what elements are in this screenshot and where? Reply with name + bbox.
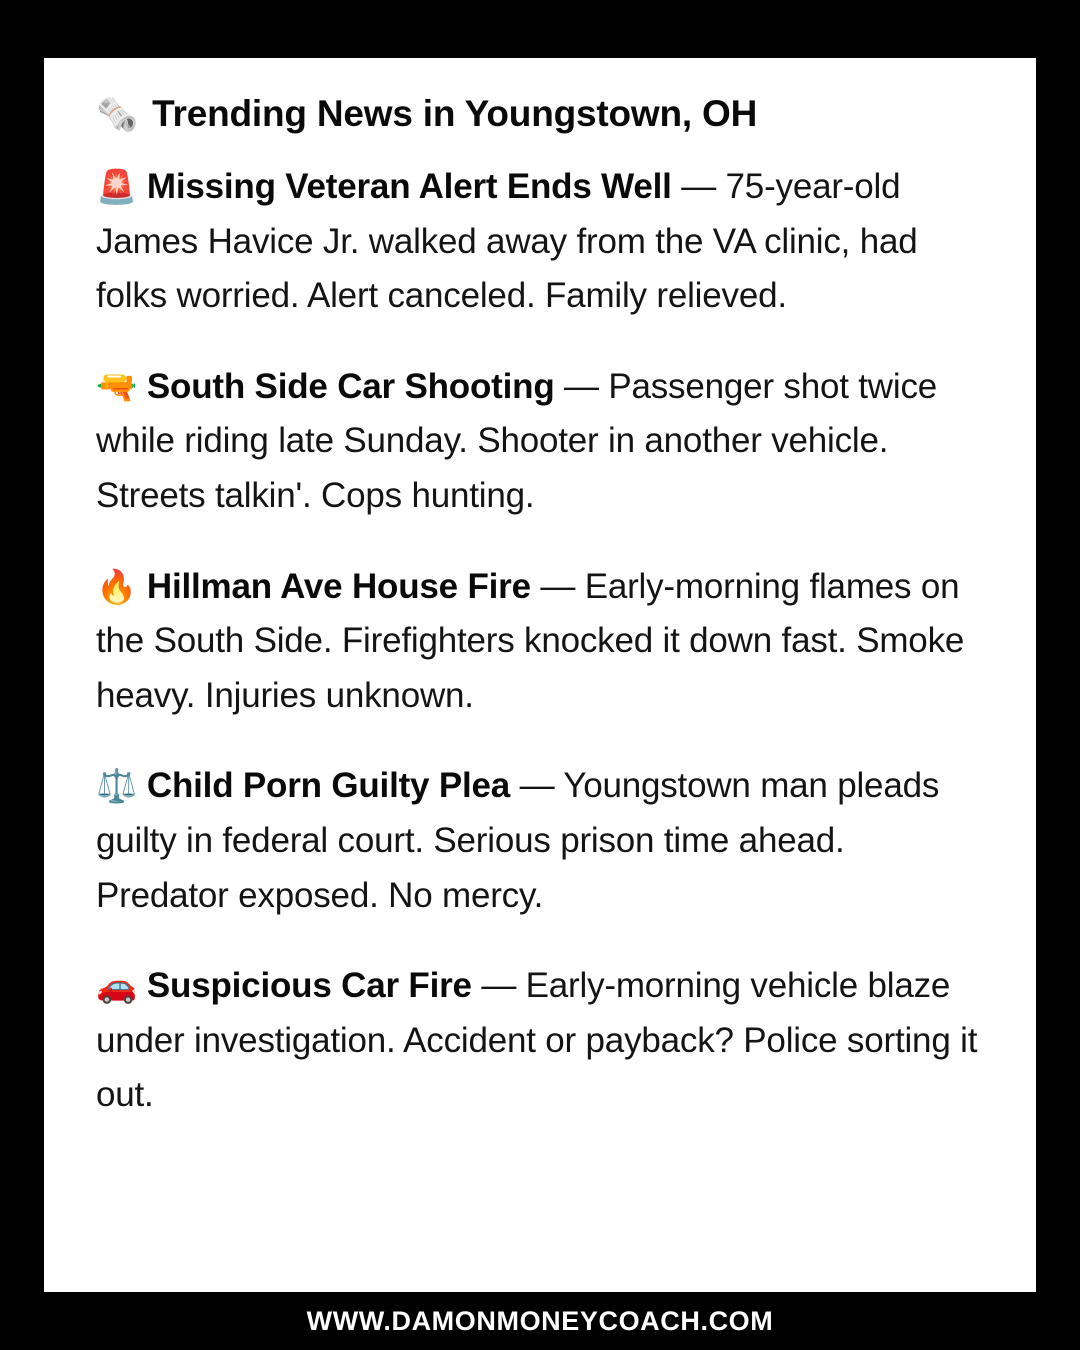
news-item-title: Suspicious Car Fire	[146, 966, 472, 1006]
list-item	[96, 360, 984, 524]
car-icon: 🚗	[96, 967, 137, 1005]
page-title	[96, 90, 984, 138]
news-item-body: — 75-year-old James Havice Jr. walked away from the VA clinic, had folks worried. Alert canceled. Family relieved.	[96, 167, 918, 316]
news-item-body: — Passenger shot twice while riding late Sunday. Shooter in another vehicle. Streets talkin'. Cops hunting.	[96, 366, 938, 516]
page-title-text: Trending News in Youngstown, OH	[152, 93, 758, 134]
news-card	[44, 58, 1036, 1300]
news-item-title: Missing Veteran Alert Ends Well	[146, 167, 672, 207]
list-item	[96, 160, 984, 324]
water-pistol-icon: 🔫	[96, 367, 137, 405]
news-item-title: Child Porn Guilty Plea	[146, 766, 511, 806]
website-url: WWW.DAMONMONEYCOACH.COM	[306, 1305, 774, 1336]
list-item	[96, 560, 984, 724]
news-item-list	[96, 160, 984, 1123]
rolled-newspaper-icon: 🗞️	[96, 96, 139, 134]
balance-scale-icon: ⚖️	[96, 767, 137, 805]
list-item	[96, 759, 984, 923]
fire-icon: 🔥	[96, 567, 137, 605]
news-item-body: — Youngstown man pleads guilty in federal court. Serious prison time ahead. Predator exposed. No mercy.	[96, 766, 940, 915]
news-item-body: — Early-morning vehicle blaze under investigation. Accident or payback? Police sorting it out.	[96, 966, 978, 1115]
news-item-body: — Early-morning flames on the South Side. Firefighters knocked it down fast. Smoke heavy. Injuries unknown.	[96, 566, 965, 715]
news-item-title: South Side Car Shooting	[146, 366, 555, 406]
footer-bar	[0, 1292, 1080, 1350]
news-item-title: Hillman Ave House Fire	[146, 566, 531, 606]
siren-icon: 🚨	[96, 168, 137, 206]
list-item	[96, 959, 984, 1123]
